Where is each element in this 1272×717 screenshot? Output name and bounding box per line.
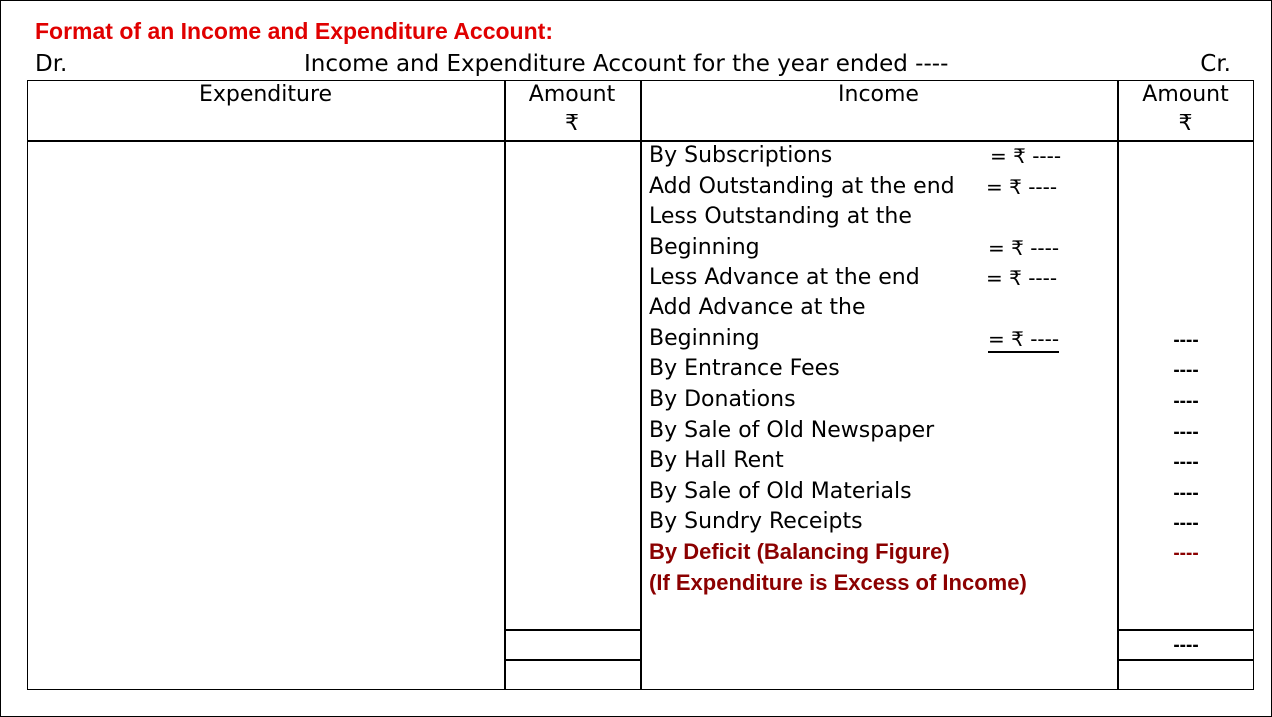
income-line: Less Outstanding at the	[649, 204, 912, 229]
income-line: Add Advance at the	[649, 295, 866, 320]
deficit-amount: ----	[1173, 543, 1199, 564]
expenditure-header: Expenditure	[198, 82, 333, 107]
subscription-value: = ₹ ----	[988, 236, 1060, 260]
subscription-value: = ₹ ----	[988, 327, 1060, 351]
rupee-symbol-left: ₹	[565, 111, 579, 136]
credit-label: Cr.	[1200, 51, 1231, 77]
income-line: By Sale of Old Newspaper	[649, 418, 935, 443]
header-rule	[27, 140, 1254, 142]
income-line: By Sale of Old Materials	[649, 479, 912, 504]
account-title: Income and Expenditure Account for the year ended ----	[304, 51, 949, 77]
income-line: By Entrance Fees	[649, 356, 840, 381]
debit-label: Dr.	[35, 51, 68, 77]
amount-header-right: Amount	[1142, 82, 1229, 107]
column-divider	[504, 80, 506, 690]
income-amount: ----	[1173, 360, 1199, 381]
income-line: Beginning	[649, 235, 760, 260]
income-line: By Subscriptions	[649, 143, 833, 168]
column-divider	[1117, 80, 1119, 690]
income-line: Add Outstanding at the end	[649, 174, 955, 199]
subscription-value: = ₹ ----	[990, 144, 1062, 168]
income-amount: ----	[1173, 391, 1199, 412]
deficit-note: (If Expenditure is Excess of Income)	[649, 570, 1027, 595]
income-line: By Hall Rent	[649, 448, 784, 473]
page-heading: Format of an Income and Expenditure Account:	[35, 18, 553, 44]
income-amount: ----	[1173, 452, 1199, 473]
income-amount: ----	[1173, 483, 1199, 504]
total-rule-right	[1117, 629, 1254, 631]
income-line: By Sundry Receipts	[649, 509, 863, 534]
total-rule-left	[504, 629, 641, 631]
column-divider	[640, 80, 642, 690]
rupee-symbol-right: ₹	[1178, 111, 1193, 136]
amount-header-left: Amount	[528, 82, 616, 107]
income-line: By Donations	[649, 387, 796, 412]
income-header: Income	[838, 82, 919, 107]
income-amount: ----	[1173, 330, 1199, 351]
subscription-value: = ₹ ----	[986, 266, 1058, 290]
subscription-value: = ₹ ----	[986, 175, 1058, 199]
income-amount: ----	[1173, 422, 1199, 443]
income-line: Less Advance at the end	[649, 265, 920, 290]
income-line: Beginning	[649, 326, 760, 351]
income-amount: ----	[1173, 513, 1199, 534]
deficit-line: By Deficit (Balancing Figure)	[649, 539, 950, 564]
total-amount: ----	[1173, 635, 1199, 656]
total-rule-left	[504, 659, 641, 661]
